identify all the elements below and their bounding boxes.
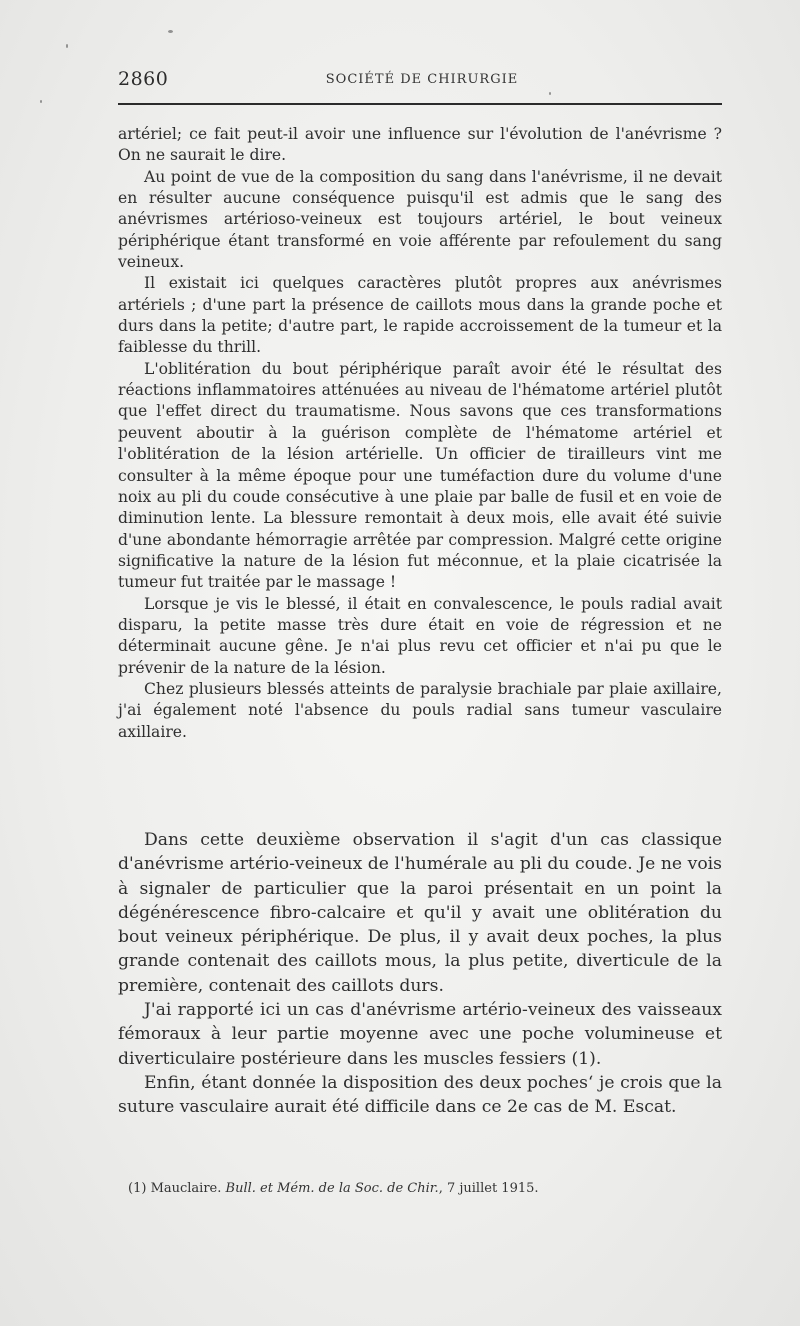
paragraph: J'ai rapporté ici un cas d'anévrisme artério-veineux des vaisseaux fémoraux à leur partie moyenne avec une poche volumineuse et diverticulaire postérieure dans les muscles fessiers (1). <box>118 1000 722 1069</box>
scan-speck <box>168 30 173 33</box>
footnote-author: Mauclaire. <box>150 1181 222 1196</box>
paragraph: Chez plusieurs blessés atteints de paralysie brachiale par plaie axillaire, j'ai également noté l'absence du pouls radial sans tumeur vasculaire axillaire. <box>118 679 722 741</box>
footnote-source: Bull. et Mém. de la Soc. de Chir. <box>225 1181 439 1196</box>
footnote-marker: (1) <box>128 1181 147 1196</box>
scan-speck <box>66 44 68 48</box>
scan-speck <box>40 100 42 103</box>
paragraph: artériel; ce fait peut-il avoir une influence sur l'évolution de l'anévrisme ? On ne saurait le dire. <box>118 125 722 165</box>
book-page <box>118 62 726 1196</box>
header-rule <box>118 103 722 105</box>
paragraph: Lorsque je vis le blessé, il était en convalescence, le pouls radial avait disparu, la petite masse très dure était en voie de régression et ne déterminait aucune gêne. Je n'ai plus revu cet officier et n'ai pu que le prévenir de la nature de la lésion. <box>118 594 722 677</box>
paragraph: Enfin, étant donnée la disposition des deux poches‘ je crois que la suture vasculaire aurait été difficile dans ce 2e cas de M. Escat. <box>118 1072 722 1118</box>
footnote-date: , 7 juillet 1915. <box>438 1181 539 1196</box>
page-number: 2860 <box>118 68 169 90</box>
paragraph: Au point de vue de la composition du sang dans l'anévrisme, il ne devait en résulter aucune conséquence puisqu'il est admis que le sang des anévrismes artérioso-veineux est toujours artériel, le bout veineux périphérique étant transformé en voie afférente par refoulement du sang veineux. <box>118 167 722 272</box>
running-head <box>118 62 726 90</box>
scan-speck <box>549 92 551 95</box>
running-title: SOCIÉTÉ DE CHIRURGIE <box>325 72 519 87</box>
paragraph: L'oblitération du bout périphérique paraît avoir été le résultat des réactions inflammatoires atténuées au niveau de l'hématome artériel plutôt que l'effet direct du traumatisme. Nous savons que ces transformations peuvent aboutir à la guérison complète de l'hématome artériel et l'oblitération de la lésion artérielle. Un officier de tirailleurs vint me consulter à la même époque pour une tuméfaction dure du volume d'une noix au pli du coude consécutive à une plaie par balle de fusil et en voie de diminution lente. La blessure remontait à deux mois, elle avait été suivie d'une abondante hémorragie arrêtée par compression. Malgré cette origine significative la nature de la lésion fut méconnue, et la plaie cicatrisée la tumeur fut traitée par le massage ! <box>118 359 722 592</box>
paragraph: Dans cette deuxième observation il s'agit d'un cas classique d'anévrisme artério-veineux de l'humérale au pli du coude. Je ne vois à signaler de particulier que la paroi présentait en un point la dégénérescence fibro-calcaire et qu'il y avait une oblitération du bout veineux périphérique. De plus, il y avait deux poches, la plus grande contenait des caillots mous, la plus petite, diverticule de la première, contenait des caillots durs. <box>118 830 722 996</box>
section-2-text <box>118 828 722 1120</box>
paragraph: Il existait ici quelques caractères plutôt propres aux anévrismes artériels ; d'une part la présence de caillots mous dans la grande poche et durs dans la petite; d'autre part, le rapide accroissement de la tumeur et la faiblesse du thrill. <box>118 274 722 357</box>
footnote <box>128 1181 539 1196</box>
section-1-text <box>118 124 722 743</box>
